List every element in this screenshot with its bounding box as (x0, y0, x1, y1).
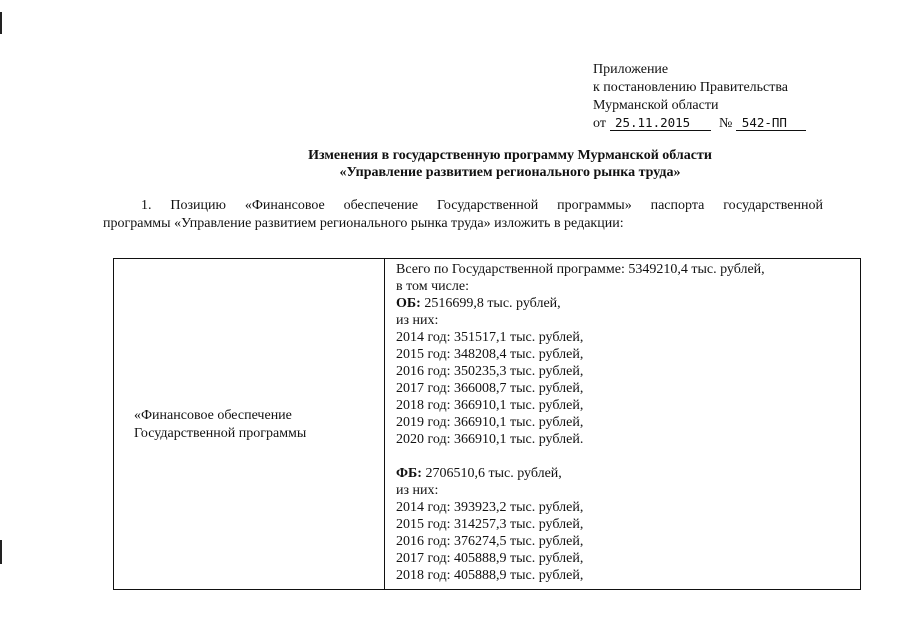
number-label: № (718, 116, 733, 131)
left-cell-line-1: «Финансовое обеспечение (134, 408, 292, 423)
including-line: в том числе: (396, 279, 469, 294)
heading-line-2: «Управление развитием регионального рынка труда» (339, 165, 681, 180)
resolution-number: 542-ПП (736, 115, 806, 131)
fb-year-row: 2016 год: 376274,5 тыс. рублей, (396, 534, 584, 549)
document-heading (230, 147, 790, 181)
ob-value: 2516699,8 тыс. рублей, (420, 296, 561, 311)
ob-summary (396, 295, 856, 312)
appendix-block (593, 61, 806, 133)
fb-year-row: 2015 год: 314257,3 тыс. рублей, (396, 517, 584, 532)
table-column-divider (384, 259, 385, 589)
appendix-region-line: Мурманской области (593, 98, 719, 113)
fb-year-row: 2017 год: 405888,9 тыс. рублей, (396, 551, 584, 566)
section-spacer (396, 448, 856, 465)
ob-year-row: 2018 год: 366910,1 тыс. рублей, (396, 398, 584, 413)
ob-year-row: 2017 год: 366008,7 тыс. рублей, (396, 381, 584, 396)
scan-edge-mark-top (0, 12, 2, 34)
total-line: Всего по Государственной программе: 5349210,4 тыс. рублей, (396, 262, 765, 277)
ob-label: ОБ: (396, 296, 421, 311)
ob-year-row: 2015 год: 348208,4 тыс. рублей, (396, 347, 584, 362)
left-cell-line-2: Государственной программы (134, 426, 307, 441)
appendix-date-row (593, 115, 806, 133)
fb-summary (396, 465, 856, 482)
resolution-date: 25.11.2015 (610, 115, 711, 131)
ob-of-which: из них: (396, 313, 439, 328)
table-left-cell (134, 407, 374, 443)
ob-year-row: 2020 год: 366910,1 тыс. рублей. (396, 432, 584, 447)
fb-year-row: 2014 год: 393923,2 тыс. рублей, (396, 500, 584, 515)
fb-label: ФБ: (396, 466, 422, 481)
ob-year-row: 2014 год: 351517,1 тыс. рублей, (396, 330, 584, 345)
intro-line-2: программы «Управление развитием регионального рынка труда» изложить в редакции: (103, 216, 624, 231)
table-right-cell (396, 261, 856, 584)
fb-value: 2706510,6 тыс. рублей, (421, 466, 562, 481)
financing-table (113, 258, 861, 590)
intro-line-1: 1. Позицию «Финансовое обеспечение Государственной программы» паспорта государственной (141, 198, 823, 213)
ob-year-row: 2019 год: 366910,1 тыс. рублей, (396, 415, 584, 430)
appendix-title: Приложение (593, 62, 669, 77)
fb-year-row: 2018 год: 405888,9 тыс. рублей, (396, 568, 584, 583)
date-prefix: от (593, 116, 606, 131)
scan-edge-mark-bottom (0, 540, 2, 564)
appendix-resolution-line: к постановлению Правительства (593, 80, 789, 95)
fb-of-which: из них: (396, 483, 439, 498)
heading-line-1: Изменения в государственную программу Мурманской области (308, 148, 712, 163)
ob-year-row: 2016 год: 350235,3 тыс. рублей, (396, 364, 584, 379)
intro-paragraph (103, 197, 823, 233)
